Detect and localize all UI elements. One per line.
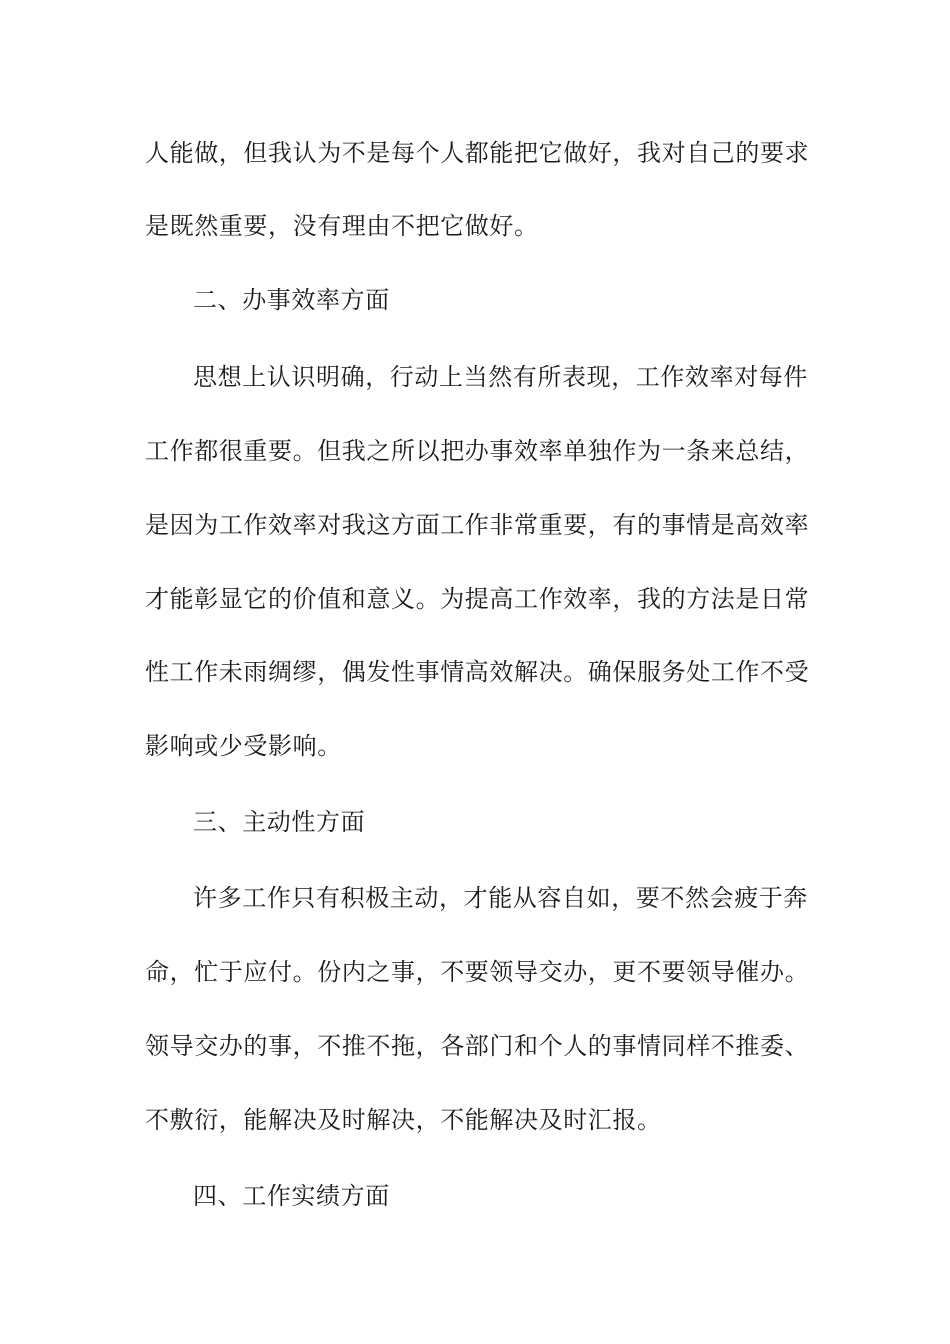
body-text-line: 影响或少受影响。 — [145, 732, 342, 760]
section-heading: 三、主动性方面 — [193, 808, 366, 836]
body-text-line: 命，忙于应付。份内之事，不要领导交办，更不要领导催办。 — [145, 958, 810, 986]
section-heading: 四、工作实绩方面 — [193, 1182, 390, 1210]
paragraph-first-line: 思想上认识明确，行动上当然有所表现，工作效率对每件 — [193, 363, 808, 391]
body-text-line: 是既然重要，没有理由不把它做好。 — [145, 212, 539, 240]
body-text-line: 工作都很重要。但我之所以把办事效率单独作为一条来总结， — [145, 437, 810, 465]
body-text-line: 才能彰显它的价值和意义。为提高工作效率，我的方法是日常 — [145, 585, 810, 613]
paragraph-first-line: 许多工作只有积极主动，才能从容自如，要不然会疲于奔 — [193, 884, 808, 912]
body-text-line: 不敷衍，能解决及时解决，不能解决及时汇报。 — [145, 1106, 662, 1134]
body-text-line: 领导交办的事，不推不拖，各部门和个人的事情同样不推委、 — [145, 1032, 810, 1060]
body-text-line: 性工作未雨绸缪，偶发性事情高效解决。确保服务处工作不受 — [145, 658, 810, 686]
body-text-line: 人能做，但我认为不是每个人都能把它做好，我对自己的要求 — [145, 139, 810, 167]
body-text-line: 是因为工作效率对我这方面工作非常重要，有的事情是高效率 — [145, 511, 810, 539]
section-heading: 二、办事效率方面 — [193, 286, 390, 314]
